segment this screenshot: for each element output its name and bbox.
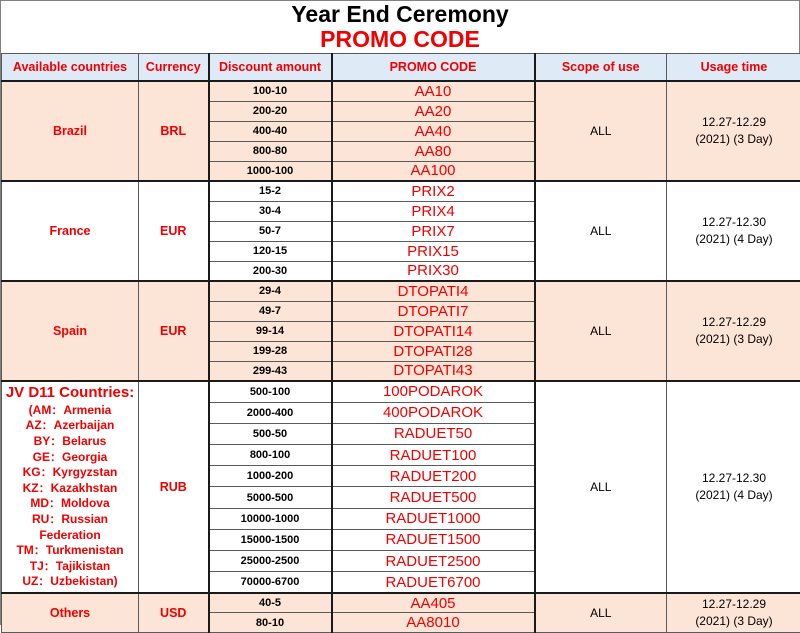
scope-cell: ALL xyxy=(535,593,667,633)
promo-code-cell: RADUET1000 xyxy=(332,508,535,529)
discount-cell: 49-7 xyxy=(209,301,332,321)
table-row xyxy=(2,181,800,201)
col-header-discount-amount: Discount amount xyxy=(209,54,332,82)
table-row xyxy=(2,593,800,613)
promo-code-cell: PRIX30 xyxy=(332,261,535,281)
usage-period: 12.27-12.29 xyxy=(669,314,799,331)
promo-code-cell: RADUET1500 xyxy=(332,529,535,550)
discount-cell: 400-40 xyxy=(209,121,332,141)
promo-code-cell: AA80 xyxy=(332,141,535,161)
discount-cell: 200-20 xyxy=(209,101,332,121)
currency-cell: BRL xyxy=(139,81,209,181)
jv-country-line: GE：Georgia xyxy=(2,450,138,466)
usage-note: (2021) (3 Day) xyxy=(669,331,799,348)
discount-cell: 2000-400 xyxy=(209,402,332,423)
promo-code-cell: RADUET500 xyxy=(332,487,535,508)
table-row xyxy=(2,381,800,402)
jv-country-line: TM：Turkmenistan xyxy=(2,543,138,559)
promo-code-cell: AA20 xyxy=(332,101,535,121)
discount-cell: 30-4 xyxy=(209,201,332,221)
col-header-currency: Currency xyxy=(139,54,209,82)
jv-country-line: (AM：Armenia xyxy=(2,403,138,419)
promo-code-cell: PRIX4 xyxy=(332,201,535,221)
promo-code-cell: 100PODAROK xyxy=(332,381,535,402)
promo-code-cell: RADUET100 xyxy=(332,445,535,466)
col-header-available-countries: Available countries xyxy=(2,54,139,82)
country-cell-brazil: Brazil xyxy=(2,81,139,181)
promo-code-cell: DTOPATI7 xyxy=(332,301,535,321)
discount-cell: 100-10 xyxy=(209,81,332,101)
discount-cell: 200-30 xyxy=(209,261,332,281)
promo-code-cell: DTOPATI28 xyxy=(332,341,535,361)
scope-cell: ALL xyxy=(535,81,667,181)
jv-countries-heading: JV D11 Countries: xyxy=(2,384,138,403)
discount-cell: 70000-6700 xyxy=(209,572,332,593)
promo-code-cell: AA8010 xyxy=(332,613,535,633)
jv-country-line: UZ：Uzbekistan) xyxy=(2,574,138,590)
usage-time-cell xyxy=(667,181,800,281)
discount-cell: 29-4 xyxy=(209,281,332,301)
jv-country-line: BY：Belarus xyxy=(2,434,138,450)
discount-cell: 40-5 xyxy=(209,593,332,613)
discount-cell: 299-43 xyxy=(209,361,332,381)
usage-note: (2021) (3 Day) xyxy=(669,131,799,148)
jv-country-line: AZ：Azerbaijan xyxy=(2,418,138,434)
promo-code-cell: AA40 xyxy=(332,121,535,141)
discount-cell: 80-10 xyxy=(209,613,332,633)
usage-time-cell xyxy=(667,593,800,633)
jv-country-line: MD：Moldova xyxy=(2,496,138,512)
promo-code-cell: AA100 xyxy=(332,161,535,181)
promo-code-cell: RADUET50 xyxy=(332,423,535,444)
usage-note: (2021) (4 Day) xyxy=(669,487,799,504)
usage-period: 12.27-12.29 xyxy=(669,596,799,613)
discount-cell: 199-28 xyxy=(209,341,332,361)
country-cell-spain: Spain xyxy=(2,281,139,381)
header-row xyxy=(2,54,800,82)
table-row xyxy=(2,81,800,101)
usage-time-cell xyxy=(667,281,800,381)
page-subtitle: PROMO CODE xyxy=(320,27,480,52)
discount-cell: 1000-100 xyxy=(209,161,332,181)
discount-cell: 500-50 xyxy=(209,423,332,444)
table-row xyxy=(2,281,800,301)
discount-cell: 15000-1500 xyxy=(209,529,332,550)
promo-code-cell: DTOPATI43 xyxy=(332,361,535,381)
usage-period: 12.27-12.30 xyxy=(669,214,799,231)
jv-country-line: TJ：Tajikistan xyxy=(2,559,138,575)
jv-country-line: RU：Russian Federation xyxy=(2,512,138,543)
discount-cell: 10000-1000 xyxy=(209,508,332,529)
usage-note: (2021) (4 Day) xyxy=(669,231,799,248)
country-cell-france: France xyxy=(2,181,139,281)
usage-period: 12.27-12.30 xyxy=(669,470,799,487)
discount-cell: 120-15 xyxy=(209,241,332,261)
currency-cell: EUR xyxy=(139,181,209,281)
promo-code-cell: DTOPATI14 xyxy=(332,321,535,341)
promo-code-cell: RADUET2500 xyxy=(332,551,535,572)
promo-code-cell: 400PODAROK xyxy=(332,402,535,423)
scope-cell: ALL xyxy=(535,181,667,281)
discount-cell: 99-14 xyxy=(209,321,332,341)
usage-note: (2021) (3 Day) xyxy=(669,613,799,630)
discount-cell: 500-100 xyxy=(209,381,332,402)
currency-cell: EUR xyxy=(139,281,209,381)
discount-cell: 15-2 xyxy=(209,181,332,201)
promo-code-cell: PRIX7 xyxy=(332,221,535,241)
promo-code-cell: DTOPATI4 xyxy=(332,281,535,301)
promo-code-cell: PRIX2 xyxy=(332,181,535,201)
jv-country-line: KG：Kyrgyzstan xyxy=(2,465,138,481)
currency-cell: USD xyxy=(139,593,209,633)
usage-period: 12.27-12.29 xyxy=(669,114,799,131)
jv-country-line: KZ：Kazakhstan xyxy=(2,481,138,497)
promo-code-cell: PRIX15 xyxy=(332,241,535,261)
title-block xyxy=(1,1,799,53)
usage-time-cell xyxy=(667,81,800,181)
promo-code-cell: RADUET200 xyxy=(332,466,535,487)
promo-code-cell: AA405 xyxy=(332,593,535,613)
scope-cell: ALL xyxy=(535,281,667,381)
discount-cell: 50-7 xyxy=(209,221,332,241)
promo-table xyxy=(1,53,800,633)
scope-cell: ALL xyxy=(535,381,667,593)
country-cell-others: Others xyxy=(2,593,139,633)
discount-cell: 25000-2500 xyxy=(209,551,332,572)
usage-time-cell xyxy=(667,381,800,593)
col-header-promo-code: PROMO CODE xyxy=(332,54,535,82)
col-header-scope-of-use: Scope of use xyxy=(535,54,667,82)
discount-cell: 5000-500 xyxy=(209,487,332,508)
col-header-usage-time: Usage time xyxy=(667,54,800,82)
discount-cell: 1000-200 xyxy=(209,466,332,487)
promo-code-cell: AA10 xyxy=(332,81,535,101)
discount-cell: 800-100 xyxy=(209,445,332,466)
promo-code-cell: RADUET6700 xyxy=(332,572,535,593)
country-cell-jv-d11 xyxy=(2,381,139,593)
currency-cell: RUB xyxy=(139,381,209,593)
page-title: Year End Ceremony xyxy=(291,2,508,27)
discount-cell: 800-80 xyxy=(209,141,332,161)
